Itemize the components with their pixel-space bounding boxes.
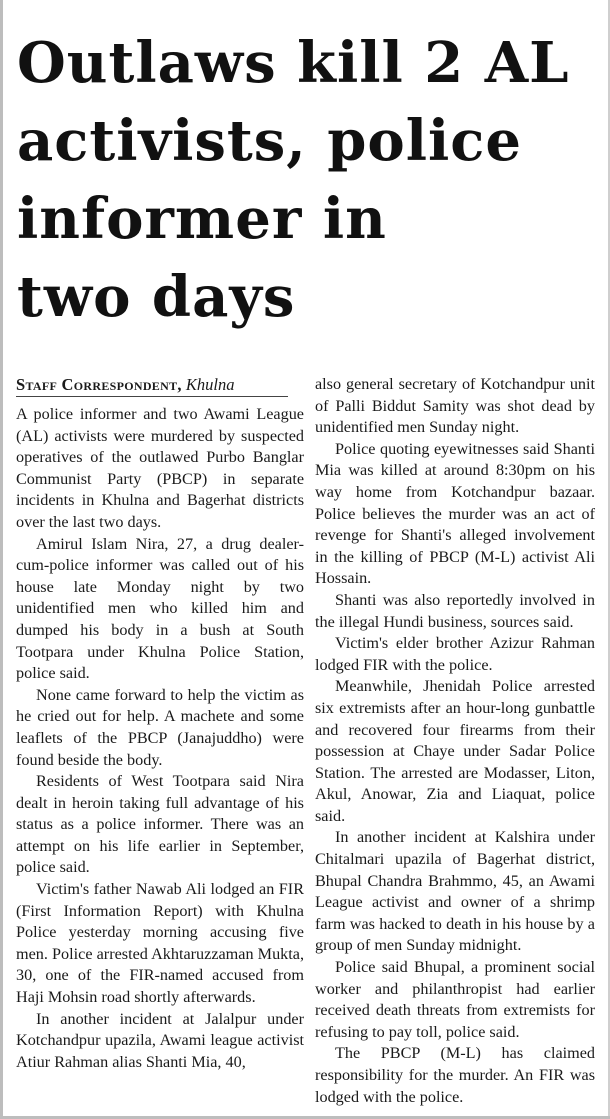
headline-line-1: Outlaws kill 2 AL [17, 30, 570, 96]
headline [17, 24, 602, 336]
paragraph: Shanti was also reportedly involved in the illegal Hundi business, sources said. [315, 590, 595, 631]
byline-place: Khulna [185, 375, 235, 394]
paragraph: Residents of West Tootpara said Nira dealt in heroin taking full advantage of his status as a police informer. There was an attempt on his life earlier in September, police said. [16, 772, 304, 877]
clipping-left-edge [0, 0, 3, 1119]
paragraph: Victim's father Nawab Ali lodged an FIR (First Information Report) with Khulna Police yesterday morning accusing five men. Police arrested Akhtaruzzaman Mukta, 30, one of the FIR-named accused from Haji Mohsin road shortly afterwards. [16, 880, 304, 1007]
byline-author: Staff Correspondent, [16, 375, 182, 394]
paragraph: Police quoting eyewitnesses said Shanti Mia was killed at around 8:30pm on his way home from Kotchandpur bazaar. Police believes the murder was an act of revenge for Shanti's alleged involvement in the killing of PBCP (M-L) activist Ali Hossain. [315, 439, 595, 588]
article-column-left [16, 374, 304, 1073]
paragraph: Police said Bhupal, a prominent social worker and philanthropist had earlier received death threats from extremists for refusing to pay toll, police said. [315, 958, 595, 1041]
paragraph: A police informer and two Awami League (AL) activists were murdered by suspected operatives of the outlawed Purbo Banglar Communist Party (PBCP) in separate incidents in Khulna and Bagerhat districts over the last two days. [16, 405, 304, 531]
article-column-right [315, 374, 595, 1108]
paragraph: also general secretary of Kotchandpur unit of Palli Biddut Samity was shot dead by unidentified men Sunday night. [315, 375, 595, 437]
byline [16, 374, 288, 397]
paragraph: Meanwhile, Jhenidah Police arrested six extremists after an hour-long gunbattle and recovered four firearms from their possession at Chaye under Sadar Police Station. The arrested are Modasser, Liton, Akul, Anowar, Zia and Liaquat, police said. [315, 677, 595, 825]
paragraph: Amirul Islam Nira, 27, a drug dealer-cum-police informer was called out of his house late Monday night by two unidentified men who killed him and dumped his body in a bush at South Tootpara under Khulna Police Station, police said. [16, 534, 304, 683]
paragraph: In another incident at Jalalpur under Kotchandpur upazila, Awami league activist Atiur Rahman alias Shanti Mia, 40, [16, 1009, 304, 1071]
headline-line-2: activists, police [17, 108, 523, 174]
paragraph: None came forward to help the victim as he cried out for help. A machete and some leaflets of the PBCP (Janajuddho) were found beside the body. [16, 685, 304, 769]
headline-line-3: informer in [17, 186, 387, 252]
paragraph: The PBCP (M-L) has claimed responsibility for the murder. An FIR was lodged with the police. [315, 1044, 595, 1106]
paragraph: Victim's elder brother Azizur Rahman lodged FIR with the police. [315, 634, 595, 674]
paragraph: In another incident at Kalshira under Chitalmari upazila of Bagerhat district, Bhupal Chandra Brahmmo, 45, an Awami League activist and owner of a shrimp farm was hacked to death in his house by a group of men Sunday midnight. [315, 828, 595, 955]
headline-line-4: two days [17, 264, 296, 330]
